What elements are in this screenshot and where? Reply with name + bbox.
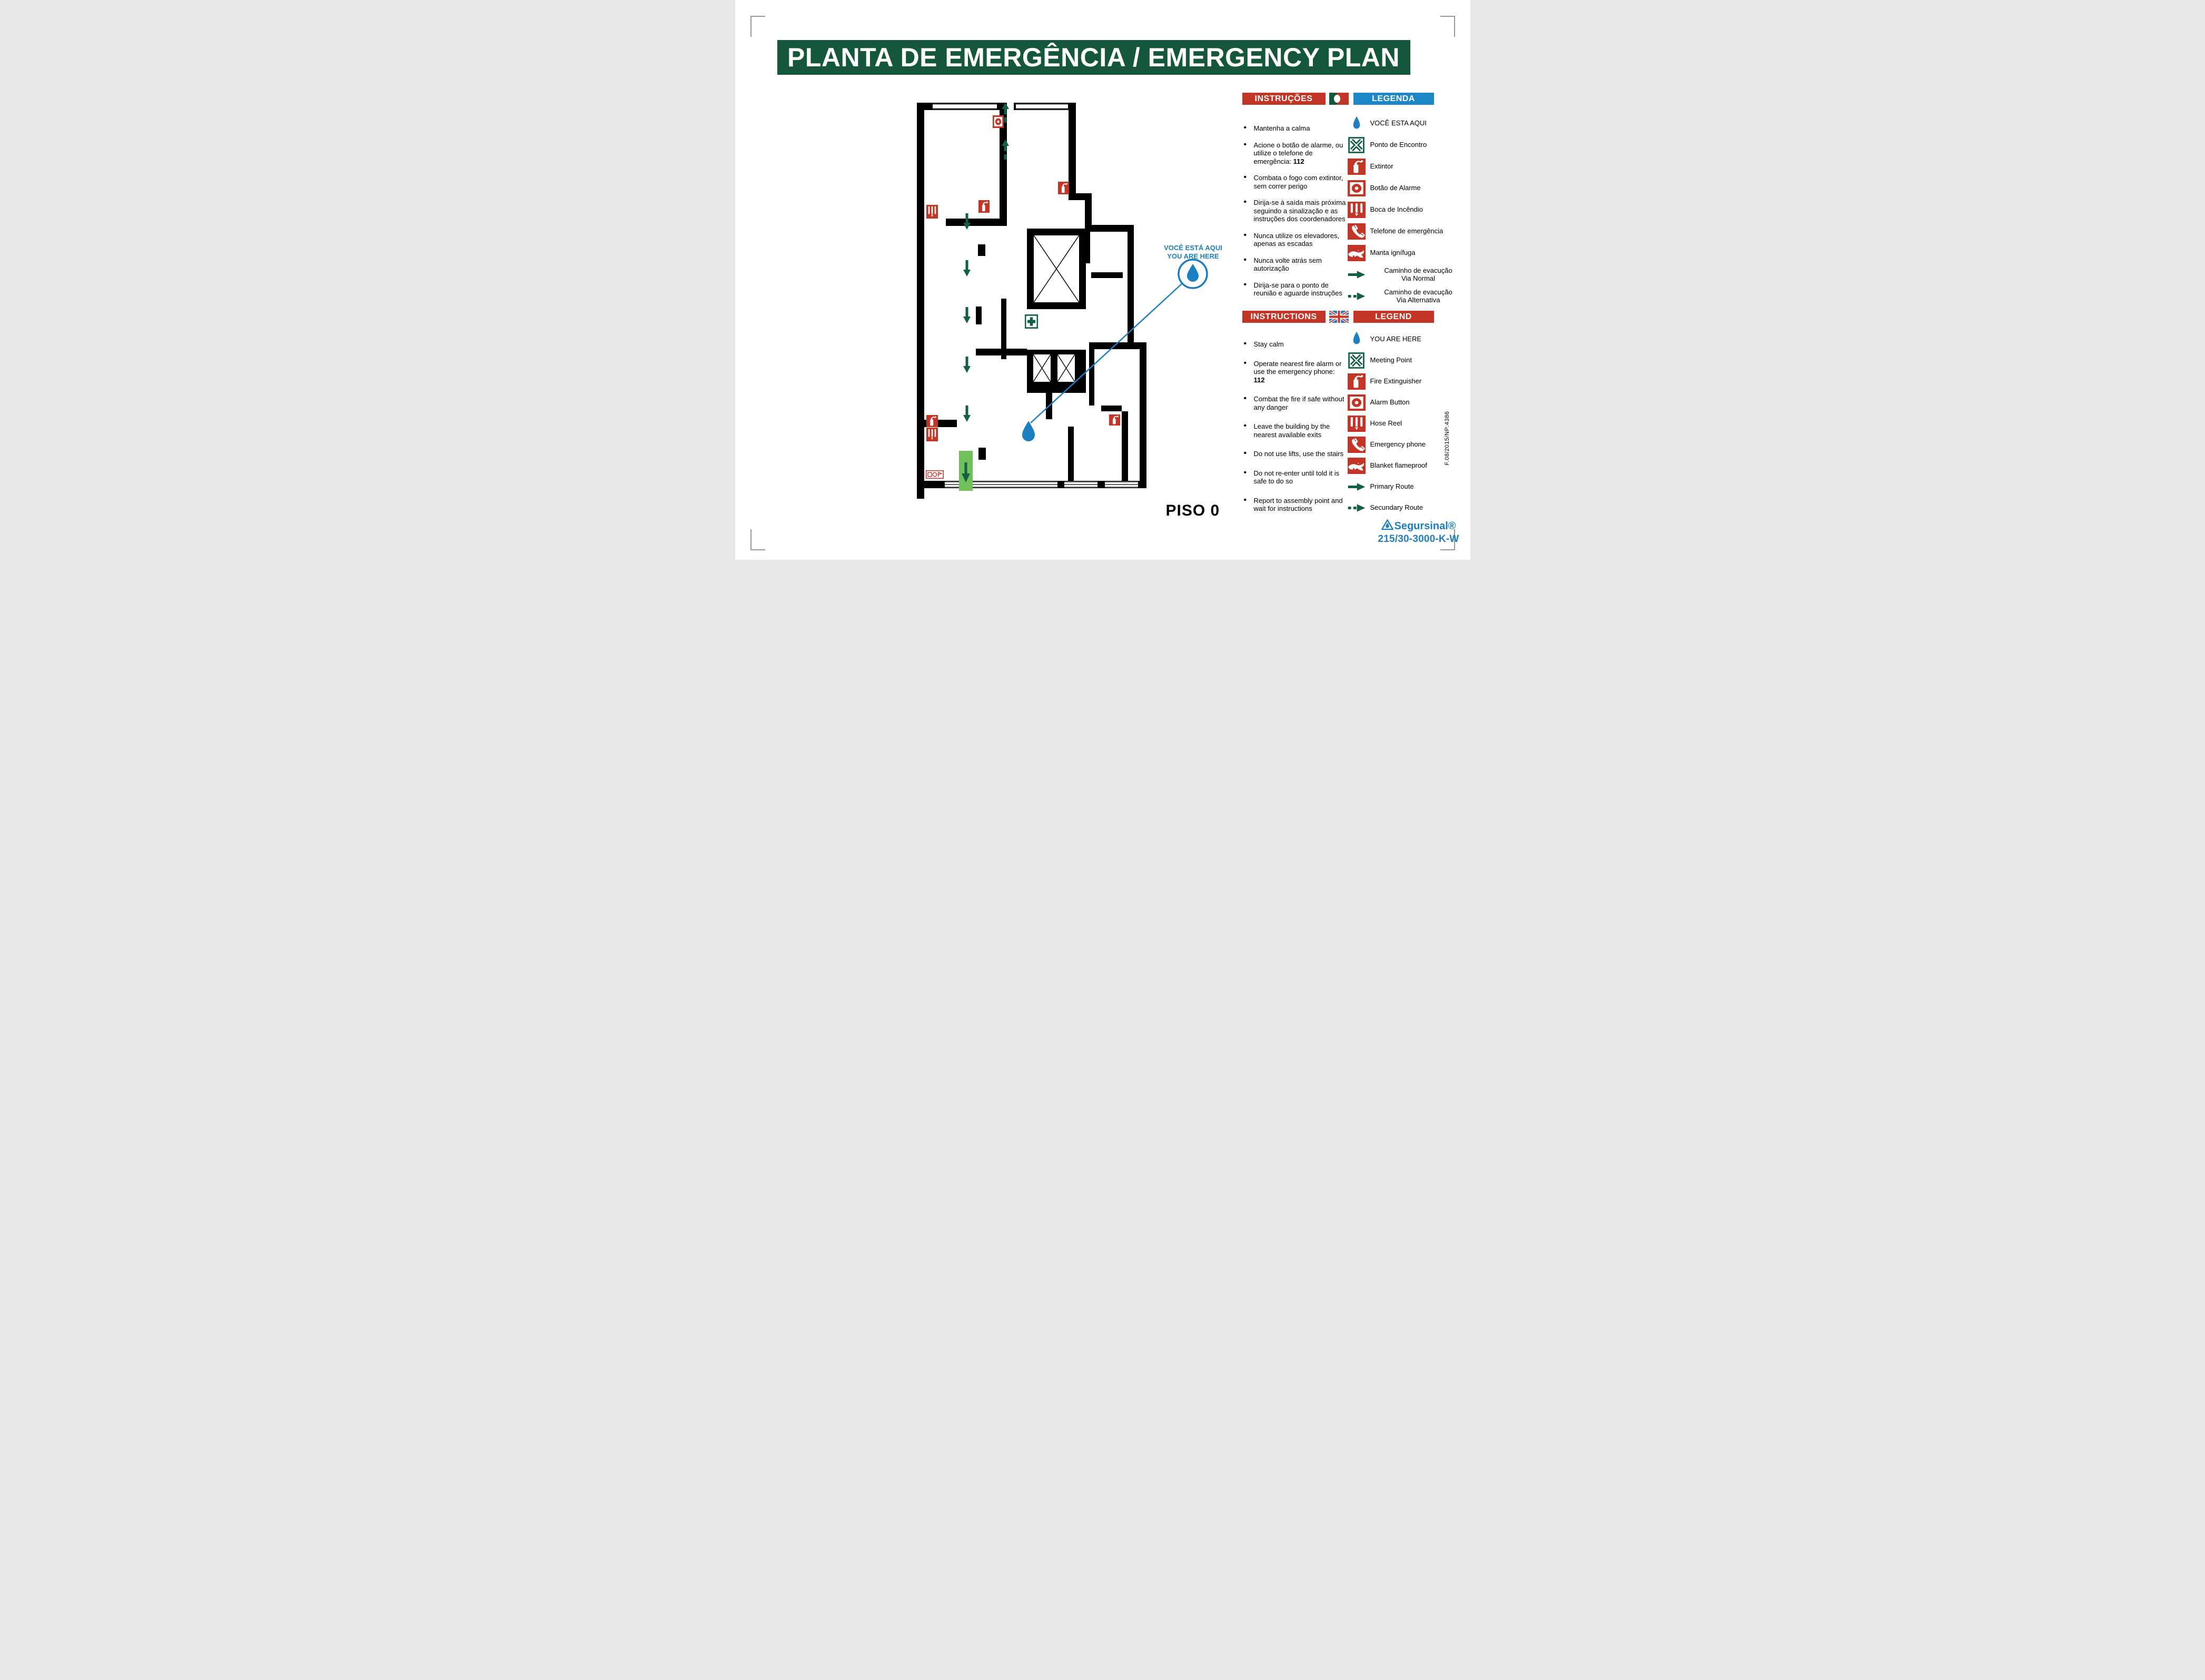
- you-are-here-label: [1151, 244, 1235, 261]
- crop-mark-icon: [750, 529, 765, 550]
- pt-instructions-header: INSTRUÇÕES: [1242, 93, 1326, 105]
- you-are-here-marker: [1022, 421, 1035, 441]
- legend-item: Ponto de Encontro: [1348, 134, 1467, 156]
- legend-item: Primary Route: [1348, 476, 1467, 497]
- legend-item: Emergency phone: [1348, 434, 1467, 455]
- legend-item: Manta ignífuga: [1348, 242, 1467, 264]
- arrow-dashed-icon: [1348, 288, 1366, 304]
- floor-plan: [917, 98, 1233, 515]
- hose-reel-icon: [1348, 202, 1366, 218]
- droplet-icon: [1348, 115, 1366, 132]
- en-legend-header: LEGEND: [1353, 311, 1434, 323]
- hose-reel-icon: [1348, 416, 1366, 432]
- instruction-item: • Combat the fire if safe without any danger: [1242, 395, 1348, 411]
- brand-logo: [1374, 519, 1464, 545]
- extinguisher-icon: [1348, 159, 1366, 175]
- meeting-point-icon: [1348, 352, 1366, 369]
- safety-equipment-sign-icon: [926, 470, 944, 479]
- instruction-item: • Combata o fogo com extintor, sem correr perigo: [1242, 174, 1348, 190]
- arrow-solid-icon: [1348, 266, 1366, 283]
- legend-item: Alarm Button: [1348, 392, 1467, 413]
- legend-item: Fire Extinguisher: [1348, 371, 1467, 392]
- legend-item: Secundary Route: [1348, 497, 1467, 518]
- legend-item: YOU ARE HERE: [1348, 329, 1467, 350]
- extinguisher-icon: [1348, 373, 1366, 390]
- window: [945, 481, 1138, 488]
- fire-extinguisher-icon: [1058, 182, 1069, 194]
- fire-extinguisher-icon: [926, 415, 938, 427]
- alarm-button-icon: [993, 115, 1004, 128]
- fire-extinguisher-icon: [978, 200, 990, 213]
- hose-reel-icon: [926, 428, 938, 441]
- instruction-item: • Do not use lifts, use the stairs: [1242, 450, 1348, 458]
- instruction-item: • Mantenha a calma: [1242, 124, 1348, 133]
- instruction-item: • Nunca volte atrás sem autorização: [1242, 256, 1348, 273]
- you-are-here-label-pt: VOCÊ ESTÁ AQUI: [1164, 244, 1222, 252]
- arrow-dashed-icon: [1348, 500, 1366, 516]
- emergency-plan-poster: [735, 0, 1470, 560]
- legend-item: Boca de Incêndio: [1348, 199, 1467, 221]
- instruction-item: • Report to assembly point and wait for instructions: [1242, 497, 1348, 513]
- hose-reel-icon: [926, 205, 938, 219]
- reference-code: F.08/2015/NP:4386: [1443, 411, 1450, 466]
- legend-item: Caminho de evacução Via Normal: [1348, 264, 1467, 285]
- instruction-item: • Stay calm: [1242, 340, 1348, 349]
- instruction-item: • Do not re-enter until told it is safe to do so: [1242, 469, 1348, 486]
- brand-name: Segursinal®: [1394, 520, 1456, 532]
- alarm-button-icon: [1348, 394, 1366, 411]
- page-title: PLANTA DE EMERGÊNCIA / EMERGENCY PLAN: [777, 40, 1410, 75]
- legend-item: Botão de Alarme: [1348, 177, 1467, 199]
- alarm-button-icon: [1348, 180, 1366, 196]
- exit-door: [959, 451, 973, 491]
- legend-item: Meeting Point: [1348, 350, 1467, 371]
- floor-label: PISO 0: [1165, 502, 1220, 519]
- elevator-shaft: [1027, 229, 1086, 309]
- instruction-item: • Dirija-se para o ponto de reunião e aguarde instruções: [1242, 281, 1348, 298]
- product-code: 215/30-3000-K-W: [1378, 533, 1459, 545]
- instruction-item: • Acione o botão de alarme, ou utilize o telefone de emergência: 112: [1242, 141, 1348, 166]
- droplet-icon: [1348, 331, 1366, 348]
- en-instructions-header: INSTRUCTIONS: [1242, 311, 1326, 323]
- legend-item: Caminho de evacução Via Alternativa: [1348, 285, 1467, 307]
- legend-item: Telefone de emergência: [1348, 221, 1467, 242]
- instruction-item: • Nunca utilize os elevadores, apenas as escadas: [1242, 232, 1348, 248]
- instruction-item: • Leave the building by the nearest available exits: [1242, 422, 1348, 439]
- meeting-point-icon: [1348, 137, 1366, 153]
- brand-flame-triangle-icon: [1381, 519, 1393, 533]
- instruction-item: • Dirija-se à saìda mais próxima seguindo a sinalização e as instruções dos coordenadores: [1242, 199, 1348, 223]
- legend-item: Blanket flameproof: [1348, 455, 1467, 476]
- pt-legend-header: LEGENDA: [1353, 93, 1434, 105]
- pt-instructions-list: [1242, 124, 1348, 306]
- floor-plan-drawing: [917, 98, 1233, 515]
- pt-legend-list: [1348, 113, 1467, 307]
- emergency-phone-icon: [1348, 223, 1366, 240]
- fire-extinguisher-icon: [1109, 414, 1120, 426]
- portugal-flag-icon: [1329, 93, 1349, 105]
- legend-item: Extintor: [1348, 156, 1467, 177]
- fire-blanket-icon: [1348, 245, 1366, 261]
- uk-flag-icon: [1329, 311, 1349, 323]
- crop-mark-icon: [750, 16, 765, 37]
- fire-blanket-icon: [1348, 458, 1366, 474]
- emergency-phone-icon: [1348, 437, 1366, 453]
- you-are-here-label-en: YOU ARE HERE: [1167, 252, 1219, 260]
- en-instructions-list: [1242, 340, 1348, 524]
- legend-item: VOCÊ ESTA AQUI: [1348, 113, 1467, 134]
- instruction-item: • Operate nearest fire alarm or use the emergency phone: 112: [1242, 360, 1348, 384]
- legend-item: Hose Reel: [1348, 413, 1467, 434]
- crop-mark-icon: [1440, 16, 1455, 37]
- arrow-solid-icon: [1348, 479, 1366, 495]
- first-aid-icon: [1025, 314, 1038, 329]
